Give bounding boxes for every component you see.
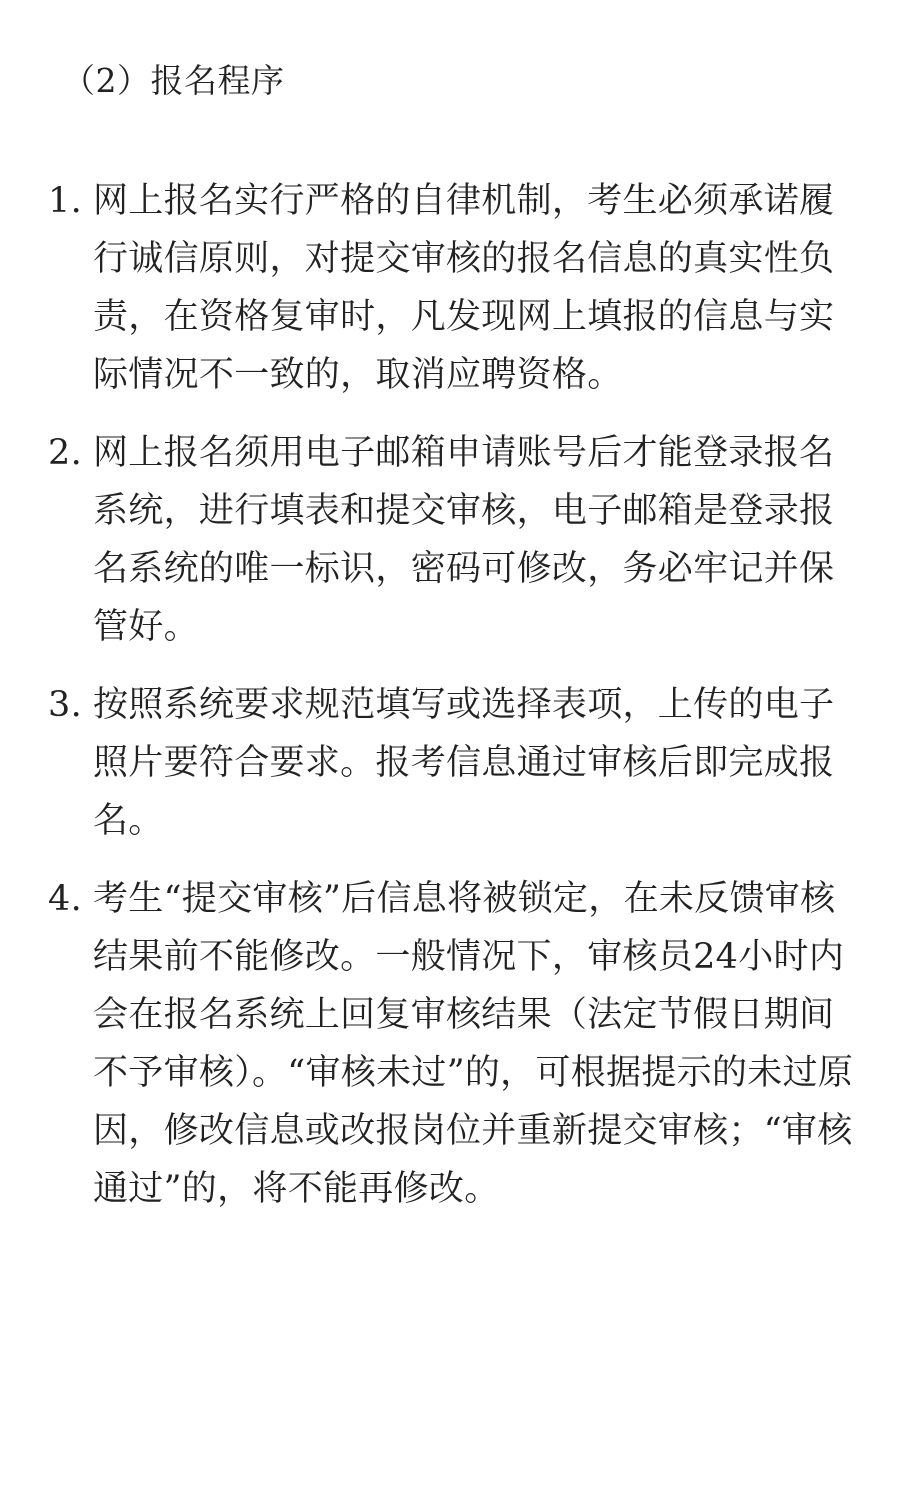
rule-item-1 [48, 172, 860, 404]
rule-number: 1. [48, 181, 82, 221]
rule-text: 网上报名须用电子邮箱申请账号后才能登录报名系统，进行填表和提交审核，电子邮箱是登录报名系统的唯一标识，密码可修改，务必牢记并保管好。 [93, 433, 835, 647]
rule-item-4 [48, 870, 860, 1218]
rule-text: 网上报名实行严格的自律机制，考生必须承诺履行诚信原则，对提交审核的报名信息的真实性负责，在资格复审时，凡发现网上填报的信息与实际情况不一致的，取消应聘资格。 [93, 181, 835, 395]
section-heading: （2）报名程序 [62, 61, 285, 100]
rule-item-3 [48, 676, 860, 850]
rules-list [48, 172, 860, 1238]
rule-number: 3. [48, 685, 82, 725]
rule-number: 2. [48, 433, 82, 473]
rule-text: 按照系统要求规范填写或选择表项，上传的电子照片要符合要求。报考信息通过审核后即完成报名。 [93, 685, 835, 841]
rule-text: 考生“提交审核”后信息将被锁定，在未反馈审核结果前不能修改。一般情况下，审核员24小时内会在报名系统上回复审核结果（法定节假日期间不予审核）。“审核未过”的，可根据提示的未过原因，修改信息或改报岗位并重新提交审核；“审核通过”的，将不能再修改。 [93, 879, 854, 1209]
rule-number: 4. [48, 879, 82, 919]
rule-item-2 [48, 424, 860, 656]
